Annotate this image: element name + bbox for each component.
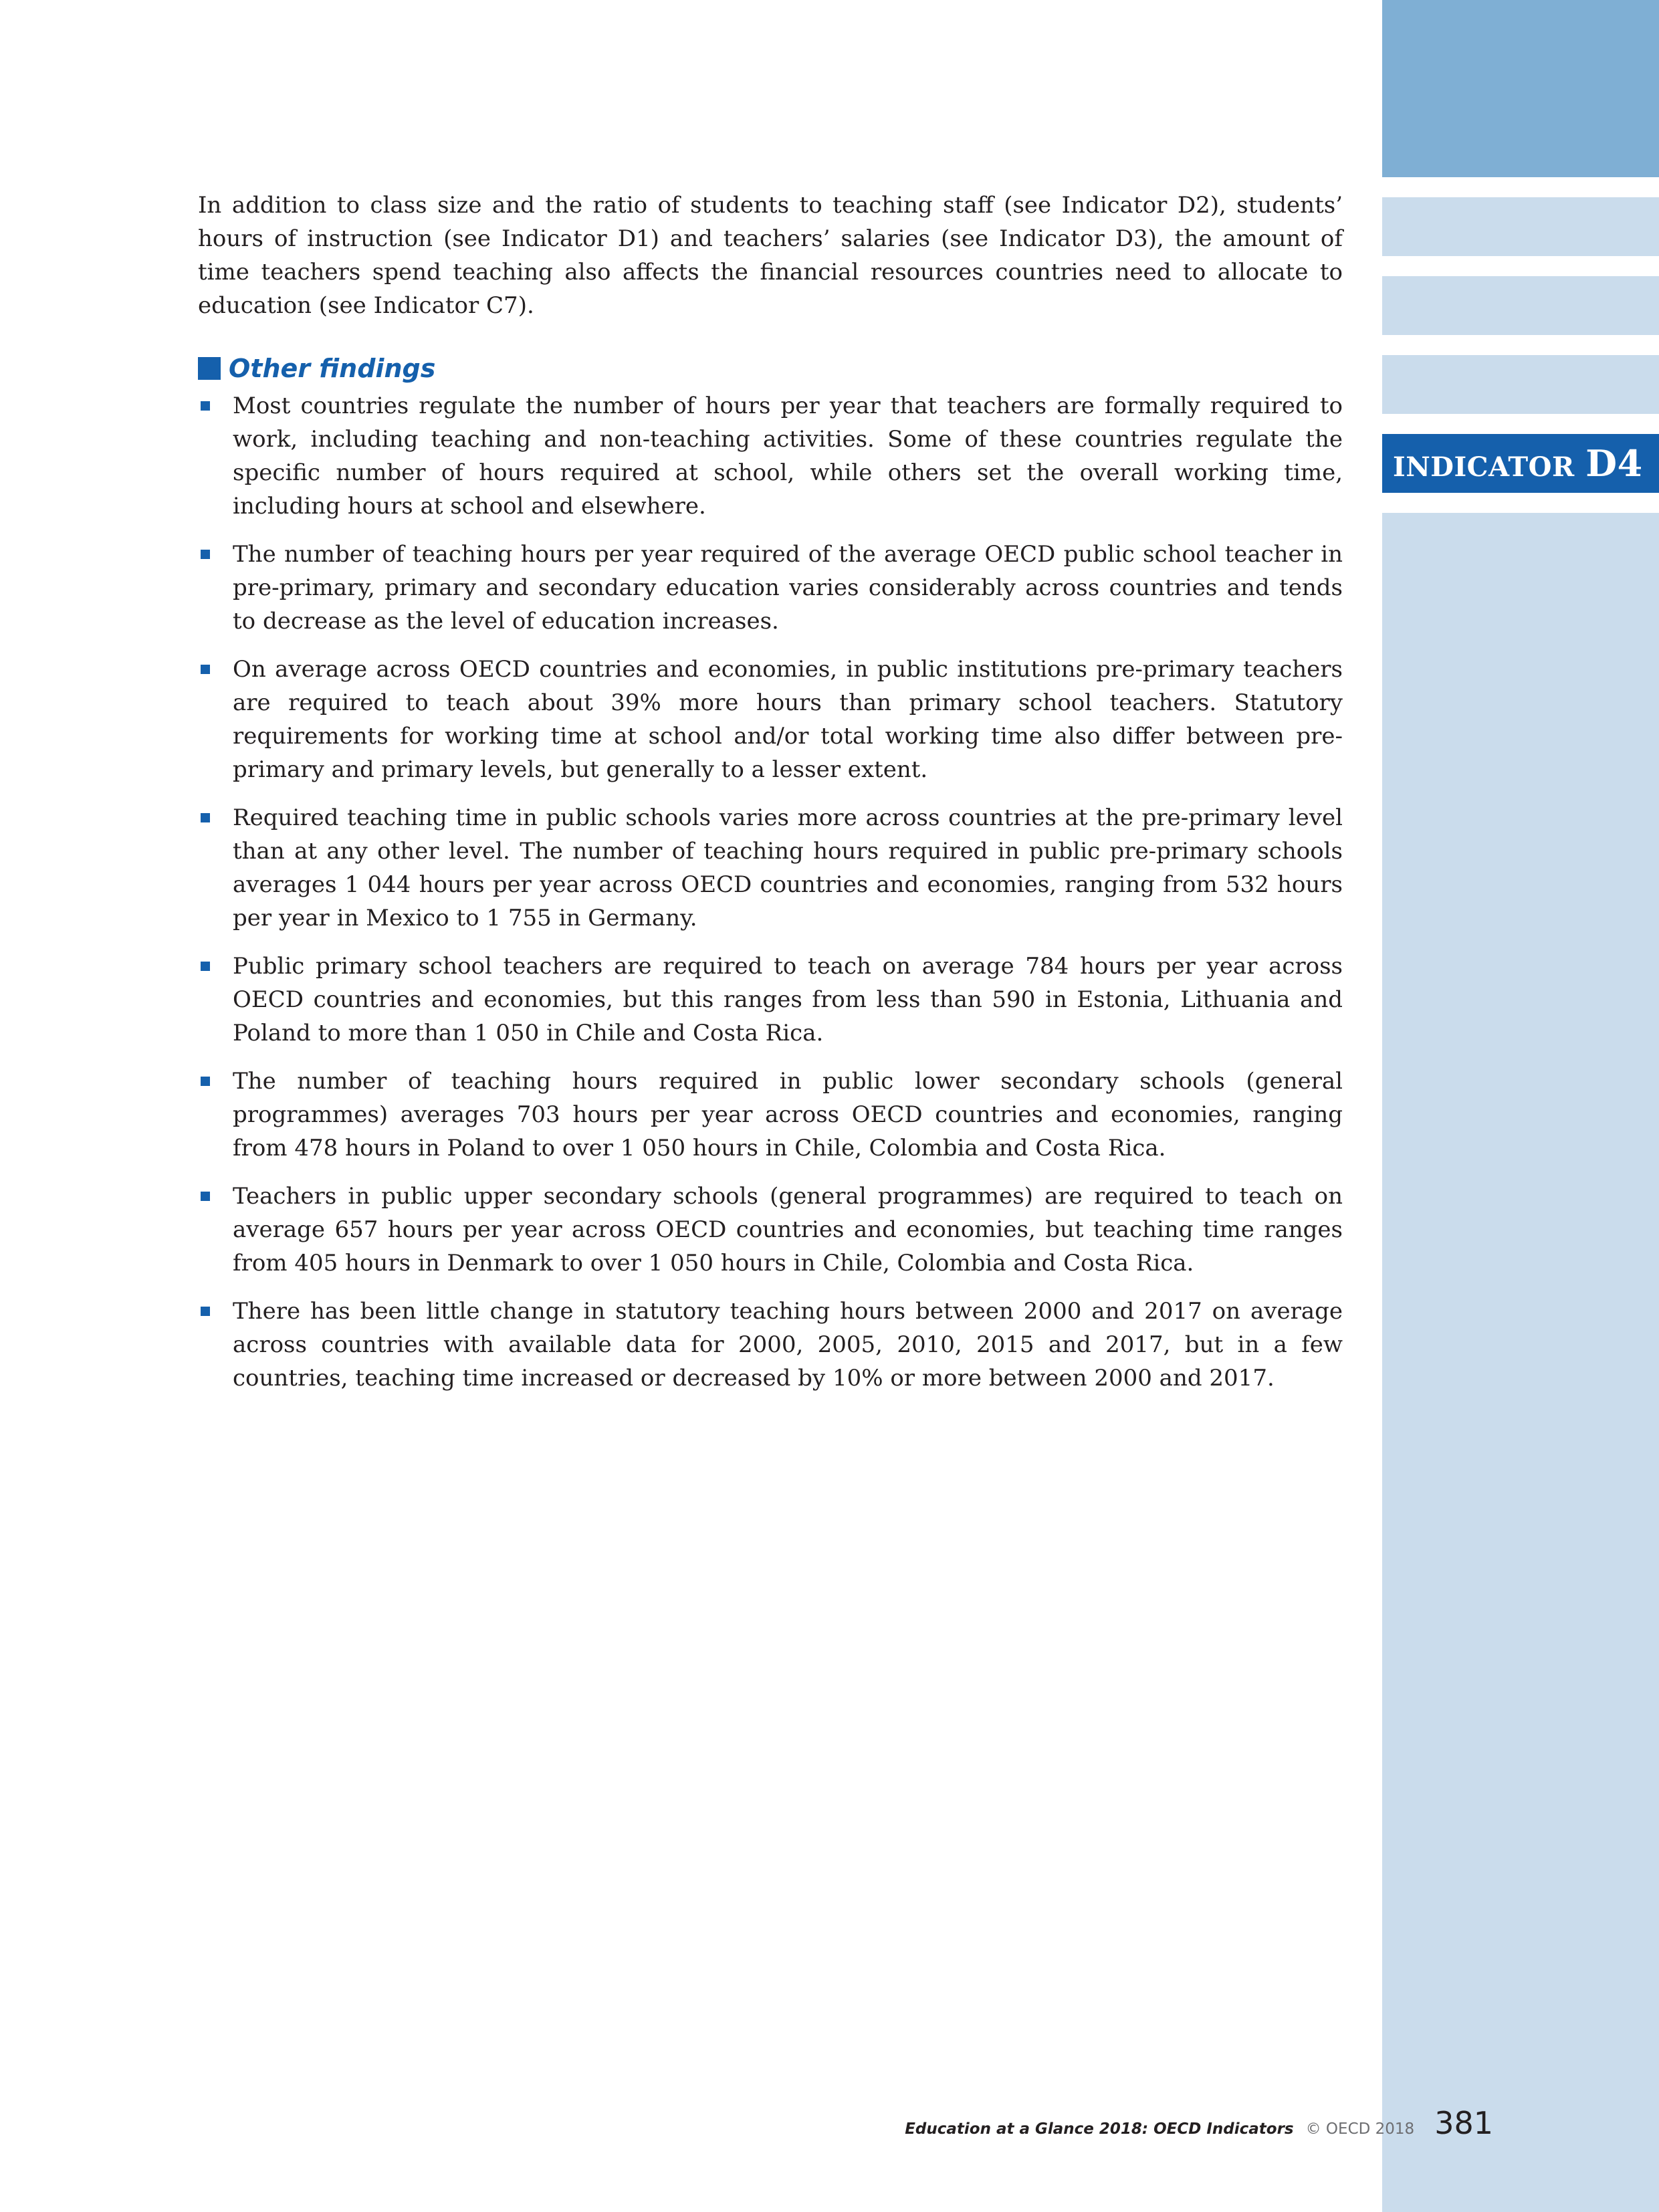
finding-text: On average across OECD countries and economies, in public institutions pre-primary teachers are required to teach about 39% more hours than primary school teachers. Statutory requirements for working time at school and/or total working time also differ between pre-primary and primary levels, but generally to a lesser extent. (233, 656, 1343, 783)
square-bullet-icon (198, 357, 221, 380)
square-bullet-icon (201, 1307, 210, 1316)
square-bullet-icon (201, 1077, 210, 1086)
finding-text: Most countries regulate the number of hours per year that teachers are formally required to work, including teaching and non-teaching activities. Some of these countries regulate the specific number of hours required at school, while others set the overall working time, including hours at school and elsewhere. (233, 393, 1343, 520)
finding-text: Teachers in public upper secondary schools (general programmes) are required to teach on average 657 hours per year across OECD countries and economies, but teaching time ranges from 405 hours in Denmark to over 1 050 hours in Chile, Colombia and Costa Rica. (233, 1183, 1343, 1277)
square-bullet-icon (201, 1192, 210, 1201)
finding-text: There has been little change in statutory teaching hours between 2000 and 2017 on average across countries with available data for 2000, 2005, 2010, 2015 and 2017, but in a few countries, teaching time increased or decreased by 10% or more between 2000 and 2017. (233, 1298, 1343, 1392)
section-heading (198, 352, 1343, 385)
finding-item (198, 538, 1343, 638)
section-heading-text: Other findings (229, 354, 436, 383)
finding-item (198, 1180, 1343, 1280)
finding-item (198, 1295, 1343, 1395)
indicator-label (1393, 434, 1643, 493)
finding-text: The number of teaching hours required in public lower secondary schools (general programmes) averages 703 hours per year across OECD countries and economies, ranging from 478 hours in Poland to over 1 050 hours in Chile, Colombia and Costa Rica. (233, 1068, 1343, 1162)
sidebar-stripe (1382, 197, 1659, 256)
square-bullet-icon (201, 813, 210, 822)
sidebar-band-top (1382, 0, 1659, 177)
sidebar-stripe (1382, 276, 1659, 335)
copyright: © OECD 2018 (1305, 2120, 1415, 2138)
publication-title: Education at a Glance 2018: OECD Indicators (905, 2120, 1294, 2138)
square-bullet-icon (201, 550, 210, 559)
finding-text: Public primary school teachers are required to teach on average 784 hours per year across OECD countries and economies, but this ranges from less than 590 in Estonia, Lithuania and Poland to more than 1 050 in Chile and Costa Rica. (233, 953, 1343, 1046)
finding-item (198, 801, 1343, 935)
finding-item (198, 389, 1343, 523)
finding-text: Required teaching time in public schools varies more across countries at the pre-primary level than at any other level. The number of teaching hours required in public pre-primary schools averages 1 044 hours per year across OECD countries and economies, ranging from 532 hours per year in Mexico to 1 755 in Germany. (233, 804, 1343, 931)
sidebar-stripe (1382, 355, 1659, 414)
indicator-word: INDICATOR (1393, 451, 1575, 483)
finding-item (198, 950, 1343, 1050)
main-content (198, 189, 1343, 1410)
sidebar-band-bottom (1382, 513, 1659, 2212)
indicator-code: D4 (1585, 442, 1643, 485)
square-bullet-icon (201, 962, 210, 971)
finding-item (198, 1065, 1343, 1165)
square-bullet-icon (201, 401, 210, 411)
square-bullet-icon (201, 665, 210, 674)
finding-item (198, 653, 1343, 786)
page-number: 381 (1434, 2105, 1493, 2141)
page-footer (905, 2105, 1493, 2145)
findings-list (198, 389, 1343, 1395)
finding-text: The number of teaching hours per year required of the average OECD public school teacher in pre-primary, primary and secondary education varies considerably across countries and tends to decrease as the level of education increases. (233, 541, 1343, 635)
intro-paragraph: In addition to class size and the ratio of students to teaching staff (see Indicator D2), students’ hours of instruction (see Indicator D1) and teachers’ salaries (see Indicator D3), the amount of time teachers spend teaching also affects the financial resources countries need to allocate to education (see Indicator C7). (198, 192, 1343, 319)
